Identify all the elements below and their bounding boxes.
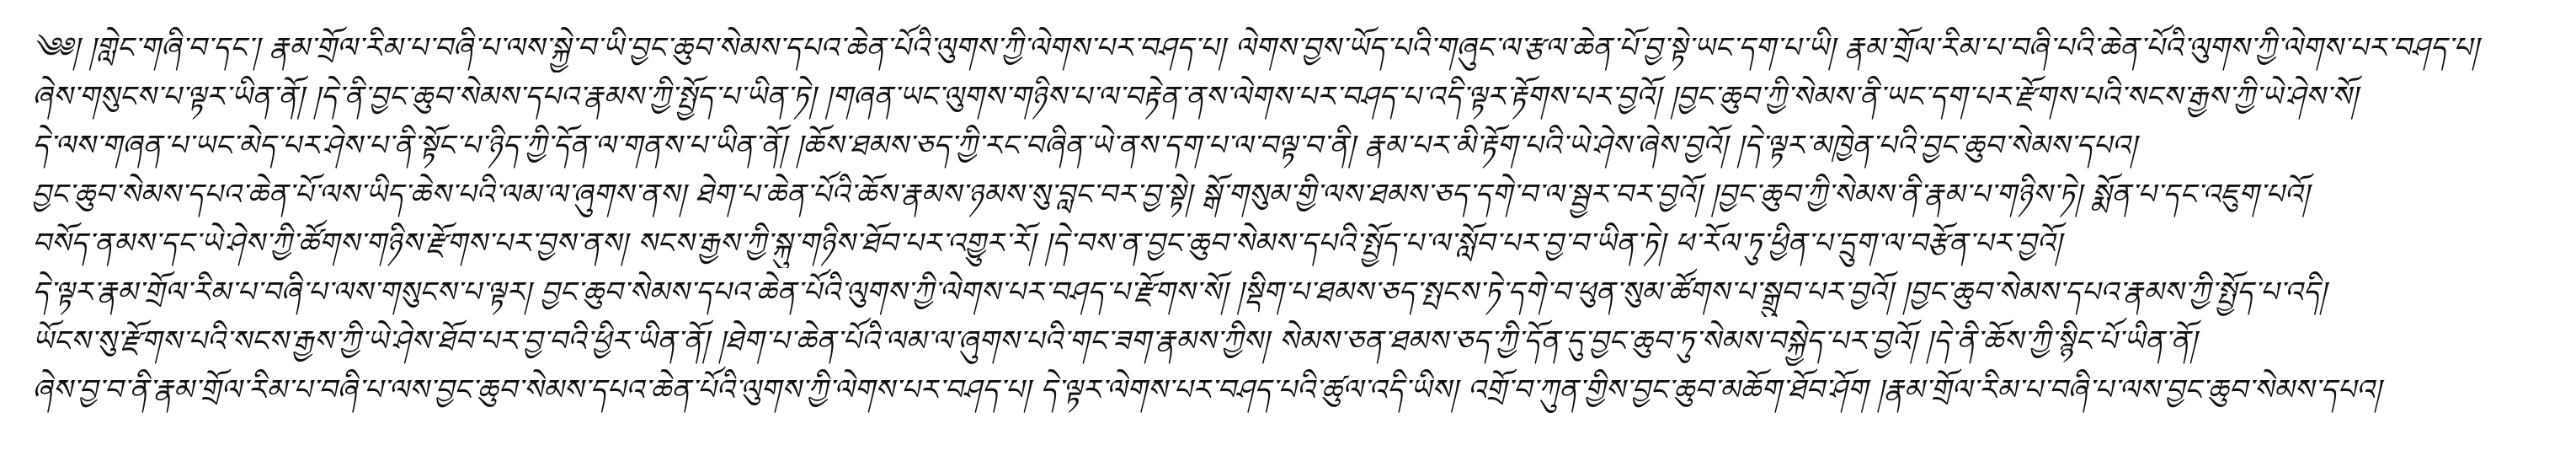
manuscript-text-block xyxy=(32,24,2546,415)
manuscript-line-8: ཞེས་བྱ་བ་ནི་རྣམ་གྲོལ་རིམ་པ་བཞི་པ་ལས་བྱང་ཆུབ་སེམས་དཔའ་ཆེན་པོའི་ལུགས་ཀྱི་ལེགས་པར་བཤད་པ། དེ་ལྟར་ལེགས་པར་བཤད་པའི་ཚུལ་འདི་ཡིས། འགྲོ་བ་ཀུན་གྱིས་བྱང་ཆུབ་མཆོག་ཐོབ་ཤོག །རྣམ་གྲོལ་རིམ་པ་བཞི་པ་ལས་བྱང་ཆུབ་སེམས་དཔའ། xyxy=(32,373,2381,407)
manuscript-line-5: བསོད་ནམས་དང་ཡེ་ཤེས་ཀྱི་ཚོགས་གཉིས་རྫོགས་པར་བྱས་ནས། སངས་རྒྱས་ཀྱི་སྐུ་གཉིས་ཐོབ་པར་འགྱུར་རོ། །དེ་བས་ན་བྱང་ཆུབ་སེམས་དཔའི་སྤྱོད་པ་ལ་སློབ་པར་བྱ་བ་ཡིན་ཏེ། ཕ་རོལ་ཏུ་ཕྱིན་པ་དྲུག་ལ་བརྩོན་པར་བྱའོ། xyxy=(32,227,2062,260)
manuscript-line-2: ཞེས་གསུངས་པ་ལྟར་ཡིན་ནོ། །དེ་ནི་བྱང་ཆུབ་སེམས་དཔའ་རྣམས་ཀྱི་སྤྱོད་པ་ཡིན་ཏེ། །གཞན་ཡང་ལུགས་གཉིས་པ་ལ་བརྟེན་ནས་ལེགས་པར་བཤད་པ་འདི་ལྟར་རྟོགས་པར་བྱའོ། །བྱང་ཆུབ་ཀྱི་སེམས་ནི་ཡང་དག་པར་རྫོགས་པའི་སངས་རྒྱས་ཀྱི་ཡེ་ཤེས་སོ། xyxy=(32,80,2358,114)
manuscript-line-3: དེ་ལས་གཞན་པ་ཡང་མེད་པར་ཤེས་པ་ནི་སྟོང་པ་ཉིད་ཀྱི་དོན་ལ་གནས་པ་ཡིན་ནོ། །ཆོས་ཐམས་ཅད་ཀྱི་རང་བཞིན་ཡེ་ནས་དག་པ་ལ་བལྟ་བ་ནི། རྣམ་པར་མི་རྟོག་པའི་ཡེ་ཤེས་ཞེས་བྱའོ། །དེ་ལྟར་མཁྱེན་པའི་བྱང་ཆུབ་སེམས་དཔའ། xyxy=(32,129,2137,163)
manuscript-line-4: བྱང་ཆུབ་སེམས་དཔའ་ཆེན་པོ་ལས་ཡིད་ཆེས་པའི་ལམ་ལ་ཞུགས་ནས། ཐེག་པ་ཆེན་པོའི་ཆོས་རྣམས་ཉམས་སུ་བླང་བར་བྱ་སྟེ། སྒོ་གསུམ་གྱི་ལས་ཐམས་ཅད་དགེ་བ་ལ་སྦྱར་བར་བྱའོ། །བྱང་ཆུབ་ཀྱི་སེམས་ནི་རྣམ་པ་གཉིས་ཏེ། སྨོན་པ་དང་འཇུག་པའོ། xyxy=(32,178,2310,212)
manuscript-line-1: ༄༅། །གླེང་གཞི་བ་དང་། རྣམ་གྲོལ་རིམ་པ་བཞི་པ་ལས་སྐྱེ་བ་ཡི་བྱང་ཆུབ་སེམས་དཔའ་ཆེན་པོའི་ལུགས་ཀྱི་ལེགས་པར་བཤད་པ། ལེགས་བྱས་ཡོད་པའི་གཞུང་ལ་རྩལ་ཆེན་པོ་བྱ་སྟེ་ཡང་དག་པ་ཡི། རྣམ་གྲོལ་རིམ་པ་བཞི་པའི་ཆེན་པོའི་ལུགས་ཀྱི་ལེགས་པར་བཤད་པ། xyxy=(32,31,2479,65)
manuscript-line-7: ཡོངས་སུ་རྫོགས་པའི་སངས་རྒྱས་ཀྱི་ཡེ་ཤེས་ཐོབ་པར་བྱ་བའི་ཕྱིར་ཡིན་ནོ། །ཐེག་པ་ཆེན་པོའི་ལམ་ལ་ཞུགས་པའི་གང་ཟག་རྣམས་ཀྱིས། སེམས་ཅན་ཐམས་ཅད་ཀྱི་དོན་དུ་བྱང་ཆུབ་ཏུ་སེམས་བསྐྱེད་པར་བྱའོ། །དེ་ནི་ཆོས་ཀྱི་སྙིང་པོ་ཡིན་ནོ། xyxy=(32,324,2197,358)
script-name xyxy=(0,0,1,1)
manuscript-line-6: དེ་ལྟར་རྣམ་གྲོལ་རིམ་པ་བཞི་པ་ལས་གསུངས་པ་ལྟར། བྱང་ཆུབ་སེམས་དཔའ་ཆེན་པོའི་ལུགས་ཀྱི་ལེགས་པར་བཤད་པ་རྫོགས་སོ། །སྡིག་པ་ཐམས་ཅད་སྤངས་ཏེ་དགེ་བ་ཕུན་སུམ་ཚོགས་པ་སྒྲུབ་པར་བྱའོ། །བྱང་ཆུབ་སེམས་དཔའ་རྣམས་ཀྱི་སྤྱོད་པ་འདི། xyxy=(32,276,2327,309)
